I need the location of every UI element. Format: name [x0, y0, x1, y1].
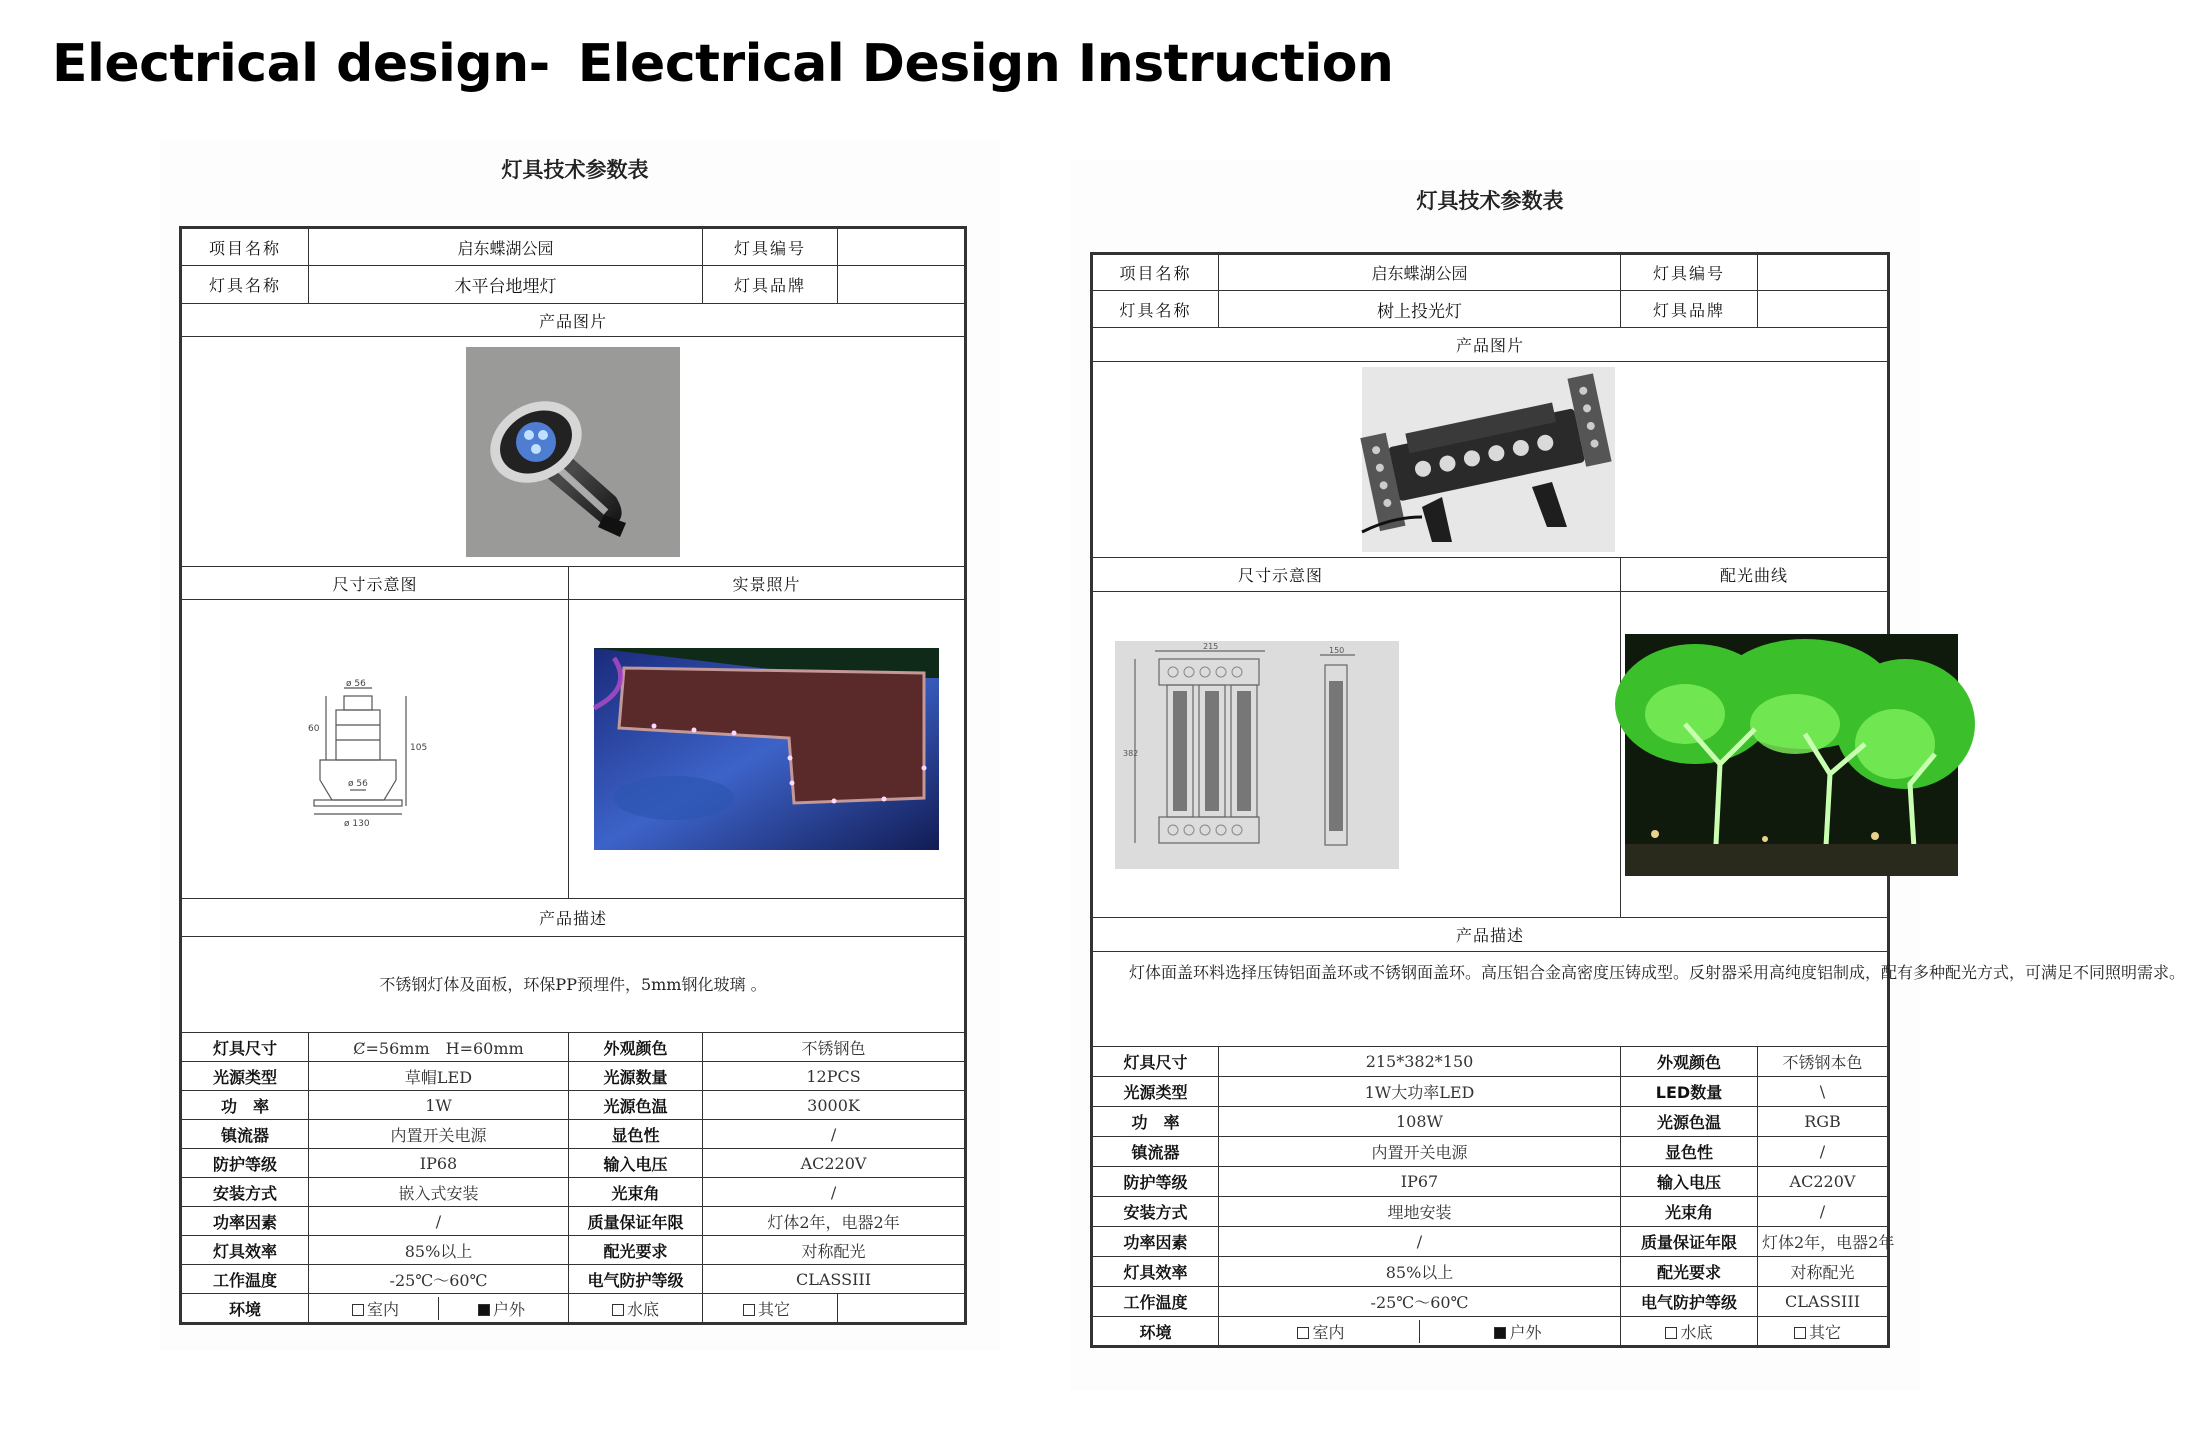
table-row	[1092, 918, 1889, 952]
spec-label: 功 率	[1092, 1107, 1219, 1137]
spec-label: 显色性	[569, 1120, 703, 1149]
page-title	[52, 34, 1393, 94]
dim-label-mid: ø 56	[348, 779, 368, 789]
table-row	[1092, 1047, 1889, 1077]
table-row	[1092, 558, 1889, 592]
table-row	[181, 1062, 966, 1091]
spec-value: 内置开关电源	[1219, 1137, 1621, 1167]
spec-value: CLASSIII	[703, 1265, 966, 1294]
checkbox-checked-icon	[478, 1304, 490, 1316]
spec-value: AC220V	[1758, 1167, 1889, 1197]
spec-label: 灯具尺寸	[1092, 1047, 1219, 1077]
dimension-drawing	[186, 600, 574, 898]
env-option-outdoor	[439, 1297, 565, 1320]
product-photo	[466, 347, 680, 557]
page-title-left: Electrical design-	[52, 34, 550, 94]
env-empty	[838, 1294, 966, 1324]
product-description: 不锈钢灯体及面板，环保PP预埋件，5mm钢化玻璃 。	[181, 937, 966, 1033]
checkbox-checked-icon	[1494, 1327, 1506, 1339]
dim-label-right: 105	[410, 743, 428, 753]
spec-value: 灯体2年，电器2年	[1758, 1227, 1889, 1257]
env-option-outdoor	[1420, 1320, 1617, 1343]
env-label: 环境	[1092, 1317, 1219, 1347]
spec-label: 配光要求	[1621, 1257, 1758, 1287]
product-photo-cell	[181, 337, 966, 567]
table-row	[181, 1265, 966, 1294]
spec-label: 功率因素	[1092, 1227, 1219, 1257]
spec-value: 嵌入式安装	[309, 1178, 569, 1207]
project-label: 项目名称	[181, 228, 309, 266]
spec-value: 不锈钢本色	[1758, 1047, 1889, 1077]
code-label: 灯具编号	[703, 228, 838, 266]
spec-label: 安装方式	[181, 1178, 309, 1207]
table-row	[181, 337, 966, 567]
spec-value: /	[703, 1120, 966, 1149]
spec-value: 灯体2年，电器2年	[703, 1207, 966, 1236]
dimension-drawing-cell	[181, 600, 569, 899]
spec-value: CLASSIII	[1758, 1287, 1889, 1317]
env-option-label: 室内	[366, 1299, 399, 1319]
desc-header: 产品描述	[1092, 918, 1889, 952]
checkbox-icon	[1297, 1327, 1309, 1339]
spec-label: 光源色温	[569, 1091, 703, 1120]
spec-value: 108W	[1219, 1107, 1621, 1137]
scene-header: 实景照片	[569, 567, 966, 600]
env-option-indoor	[1223, 1320, 1420, 1343]
spec-label: 镇流器	[181, 1120, 309, 1149]
sheet-caption: 灯具技术参数表	[1416, 189, 1564, 213]
dim-label-left: 60	[308, 724, 320, 734]
brand-value	[838, 266, 966, 304]
table-row	[1092, 1197, 1889, 1227]
beam-header: 配光曲线	[1621, 558, 1889, 592]
spec-value: Ȼ=56mm H=60mm	[309, 1033, 569, 1062]
spec-value: 不锈钢色	[703, 1033, 966, 1062]
env-option-indoor	[313, 1297, 439, 1320]
table-row	[1092, 592, 1889, 918]
spec-value: 215*382*150	[1219, 1047, 1621, 1077]
spec-value: 草帽LED	[309, 1062, 569, 1091]
spec-label: 显色性	[1621, 1137, 1758, 1167]
spec-label: 电气防护等级	[1621, 1287, 1758, 1317]
checkbox-icon	[1794, 1327, 1806, 1339]
spec-label: 光源数量	[569, 1062, 703, 1091]
environment-row	[1092, 1317, 1889, 1347]
spec-value: /	[1758, 1137, 1889, 1167]
code-value	[1758, 254, 1889, 291]
table-row	[1092, 1137, 1889, 1167]
spec-label: 防护等级	[1092, 1167, 1219, 1197]
spec-sheet-1	[160, 140, 1000, 1350]
spec-label: 灯具效率	[181, 1236, 309, 1265]
spec-value: RGB	[1758, 1107, 1889, 1137]
table-row	[181, 266, 966, 304]
table-row	[1092, 362, 1889, 558]
dim-label-bottom: ø 130	[344, 819, 370, 829]
table-row	[1092, 291, 1889, 328]
spec-label: 功率因素	[181, 1207, 309, 1236]
table-row	[1092, 254, 1889, 291]
project-value: 启东蝶湖公园	[309, 228, 703, 266]
table-row	[1092, 1167, 1889, 1197]
table-row	[1092, 328, 1889, 362]
dim-header: 尺寸示意图	[181, 567, 569, 600]
spec-label: 光源类型	[1092, 1077, 1219, 1107]
spec-label: 质量保证年限	[1621, 1227, 1758, 1257]
spec-value: -25℃～60℃	[309, 1265, 569, 1294]
spec-table	[179, 226, 967, 1325]
project-label: 项目名称	[1092, 254, 1219, 291]
spec-label: 光源类型	[181, 1062, 309, 1091]
dim-label-top: ø 56	[346, 679, 366, 689]
spec-label: 光束角	[569, 1178, 703, 1207]
env-option-label: 户外	[1509, 1322, 1542, 1342]
env-option-label: 水底	[1680, 1322, 1713, 1342]
checkbox-icon	[352, 1304, 364, 1316]
brand-label: 灯具品牌	[703, 266, 838, 304]
name-label: 灯具名称	[181, 266, 309, 304]
table-row	[1092, 1287, 1889, 1317]
code-label: 灯具编号	[1621, 254, 1758, 291]
spec-label: 灯具效率	[1092, 1257, 1219, 1287]
table-row	[181, 304, 966, 337]
spec-value: 3000K	[703, 1091, 966, 1120]
spec-value: 内置开关电源	[309, 1120, 569, 1149]
env-option-other	[703, 1294, 838, 1324]
sheet-caption: 灯具技术参数表	[501, 158, 649, 182]
dim-label-top: 215	[1203, 641, 1219, 651]
table-row	[181, 1236, 966, 1265]
spec-value: 85%以上	[309, 1236, 569, 1265]
spec-label: 外观颜色	[1621, 1047, 1758, 1077]
env-option-underwater	[1621, 1317, 1758, 1347]
table-row	[1092, 1227, 1889, 1257]
beam-photo-cell	[1621, 592, 1889, 918]
photo-header: 产品图片	[1092, 328, 1889, 362]
spec-label: 输入电压	[1621, 1167, 1758, 1197]
spec-value: 85%以上	[1219, 1257, 1621, 1287]
spec-table	[1090, 252, 2185, 1348]
env-option-underwater	[569, 1294, 703, 1324]
env-label: 环境	[181, 1294, 309, 1324]
spec-sheet-2	[1070, 160, 2185, 1390]
spec-value: AC220V	[703, 1149, 966, 1178]
table-row	[181, 899, 966, 937]
spec-value: 12PCS	[703, 1062, 966, 1091]
scene-photo	[594, 648, 939, 850]
product-description: 灯体面盖环料选择压铸铝面盖环或不锈钢面盖环。高压铝合金高密度压铸成型。反射器采用高纯度铝制成，配有多种配光方式，可满足不同照明需求。	[1092, 952, 1889, 1047]
tree-light-photo	[1625, 634, 1958, 876]
spec-value: 1W	[309, 1091, 569, 1120]
spec-value: IP68	[309, 1149, 569, 1178]
checkbox-icon	[1665, 1327, 1677, 1339]
dim-label-right: 150	[1329, 645, 1345, 655]
table-row	[181, 600, 966, 899]
checkbox-icon	[612, 1304, 624, 1316]
brand-label: 灯具品牌	[1621, 291, 1758, 328]
product-photo-cell	[1092, 362, 1889, 558]
table-row	[181, 1091, 966, 1120]
product-photo	[1362, 367, 1615, 552]
table-row	[181, 567, 966, 600]
spec-value: IP67	[1219, 1167, 1621, 1197]
env-cell	[1219, 1317, 1621, 1347]
spec-label: 外观颜色	[569, 1033, 703, 1062]
table-row	[1092, 952, 1889, 1047]
spec-value: /	[1758, 1197, 1889, 1227]
spec-label: 灯具尺寸	[181, 1033, 309, 1062]
spec-label: 功 率	[181, 1091, 309, 1120]
spec-label: 镇流器	[1092, 1137, 1219, 1167]
spec-value: 对称配光	[703, 1236, 966, 1265]
env-option-label: 水底	[627, 1299, 660, 1319]
table-row	[1092, 1077, 1889, 1107]
table-row	[181, 1178, 966, 1207]
environment-row	[181, 1294, 966, 1324]
env-option-label: 其它	[1809, 1322, 1842, 1342]
dimension-drawing	[1115, 641, 1399, 869]
project-value: 启东蝶湖公园	[1219, 254, 1621, 291]
spec-label: 工作温度	[1092, 1287, 1219, 1317]
dim-label-left: 382	[1123, 748, 1139, 758]
env-option-label: 其它	[758, 1299, 791, 1319]
spec-value: /	[703, 1178, 966, 1207]
env-option-label: 室内	[1312, 1322, 1345, 1342]
spec-value: 1W大功率LED	[1219, 1077, 1621, 1107]
env-option-other	[1758, 1317, 1889, 1347]
table-row	[181, 937, 966, 1033]
scene-photo-cell	[569, 600, 966, 899]
dim-header: 尺寸示意图	[1092, 558, 1621, 592]
spec-label: 光束角	[1621, 1197, 1758, 1227]
env-cell	[309, 1294, 569, 1324]
photo-header: 产品图片	[181, 304, 966, 337]
spec-value: 埋地安装	[1219, 1197, 1621, 1227]
spec-value: \	[1758, 1077, 1889, 1107]
spec-label: 防护等级	[181, 1149, 309, 1178]
spec-label: 配光要求	[569, 1236, 703, 1265]
table-row	[181, 1033, 966, 1062]
spec-label: 电气防护等级	[569, 1265, 703, 1294]
spec-value: -25℃～60℃	[1219, 1287, 1621, 1317]
table-row	[1092, 1257, 1889, 1287]
spec-label: 质量保证年限	[569, 1207, 703, 1236]
dimension-drawing-cell	[1092, 592, 1621, 918]
table-row	[181, 1207, 966, 1236]
spec-label: 光源色温	[1621, 1107, 1758, 1137]
spec-label: LED数量	[1621, 1077, 1758, 1107]
table-row	[181, 1120, 966, 1149]
table-row	[181, 228, 966, 266]
page-title-right: Electrical Design Instruction	[577, 34, 1394, 94]
spec-label: 输入电压	[569, 1149, 703, 1178]
spec-label: 安装方式	[1092, 1197, 1219, 1227]
code-value	[838, 228, 966, 266]
spec-value: 对称配光	[1758, 1257, 1889, 1287]
spec-value: /	[1219, 1227, 1621, 1257]
spec-label: 工作温度	[181, 1265, 309, 1294]
desc-header: 产品描述	[181, 899, 966, 937]
table-row	[181, 1149, 966, 1178]
name-label: 灯具名称	[1092, 291, 1219, 328]
name-value: 树上投光灯	[1219, 291, 1621, 328]
spec-value: /	[309, 1207, 569, 1236]
brand-value	[1758, 291, 1889, 328]
checkbox-icon	[743, 1304, 755, 1316]
table-row	[1092, 1107, 1889, 1137]
name-value: 木平台地埋灯	[309, 266, 703, 304]
env-option-label: 户外	[492, 1299, 525, 1319]
